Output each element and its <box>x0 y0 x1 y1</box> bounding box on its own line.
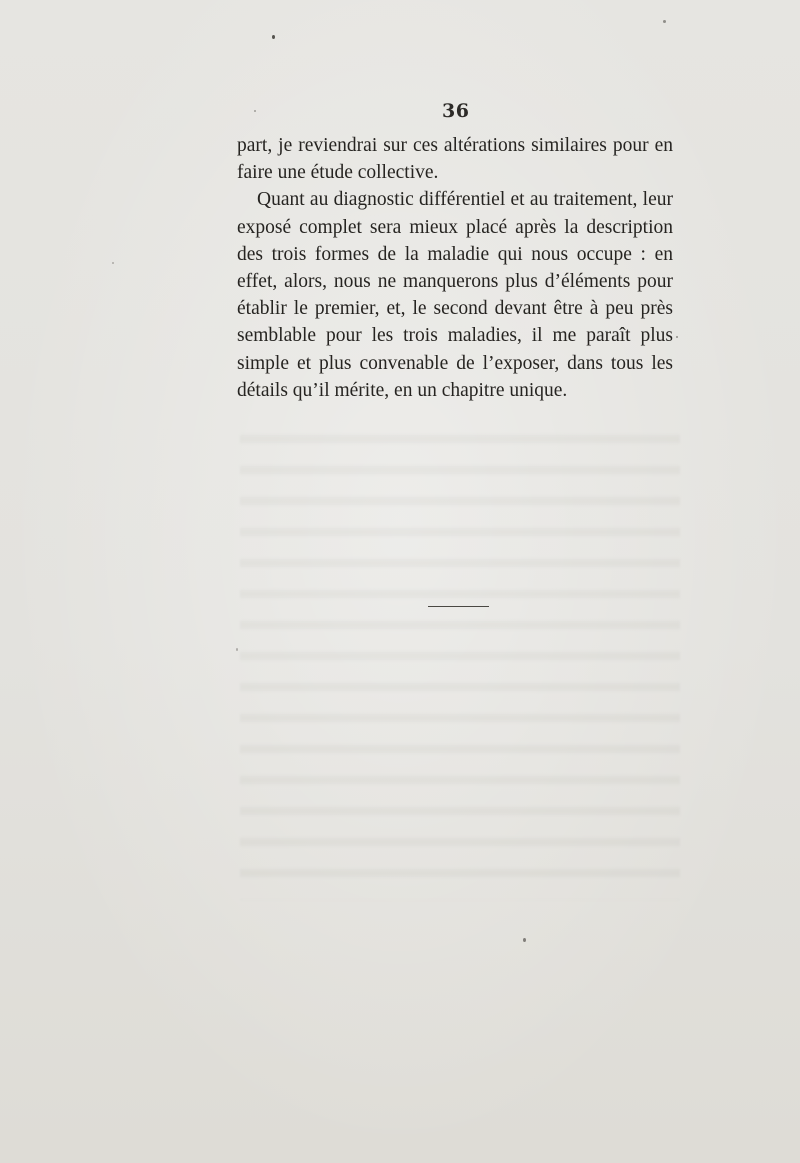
page-number-text: 36 <box>442 100 470 122</box>
paragraph-diagnostic: Quant au diagnostic différentiel et au traitement, leur exposé complet sera mieux placé après la description des trois formes de la maladie qui nous occupe : en effet, alors, nous ne manquerons plus d’éléments pour établir le premier, et, le second devant être à peu près semblable pour les trois maladies, il me paraît plus simple et plus convenable de l’exposer, dans tous les détails qu’il mérite, en un chapitre unique. <box>237 189 673 401</box>
paper-speck <box>112 262 114 264</box>
show-through-texture <box>240 420 680 900</box>
section-divider <box>428 606 489 607</box>
paper-speck <box>236 648 238 651</box>
paragraph-continuation: part, je reviendrai sur ces altérations similaires pour en faire une étude collective. <box>237 135 673 184</box>
paper-speck <box>523 938 526 942</box>
paper-speck <box>663 20 666 23</box>
paper-speck <box>676 336 678 338</box>
paper-speck <box>254 110 256 112</box>
paper-speck <box>272 35 275 39</box>
body-text <box>237 132 673 404</box>
